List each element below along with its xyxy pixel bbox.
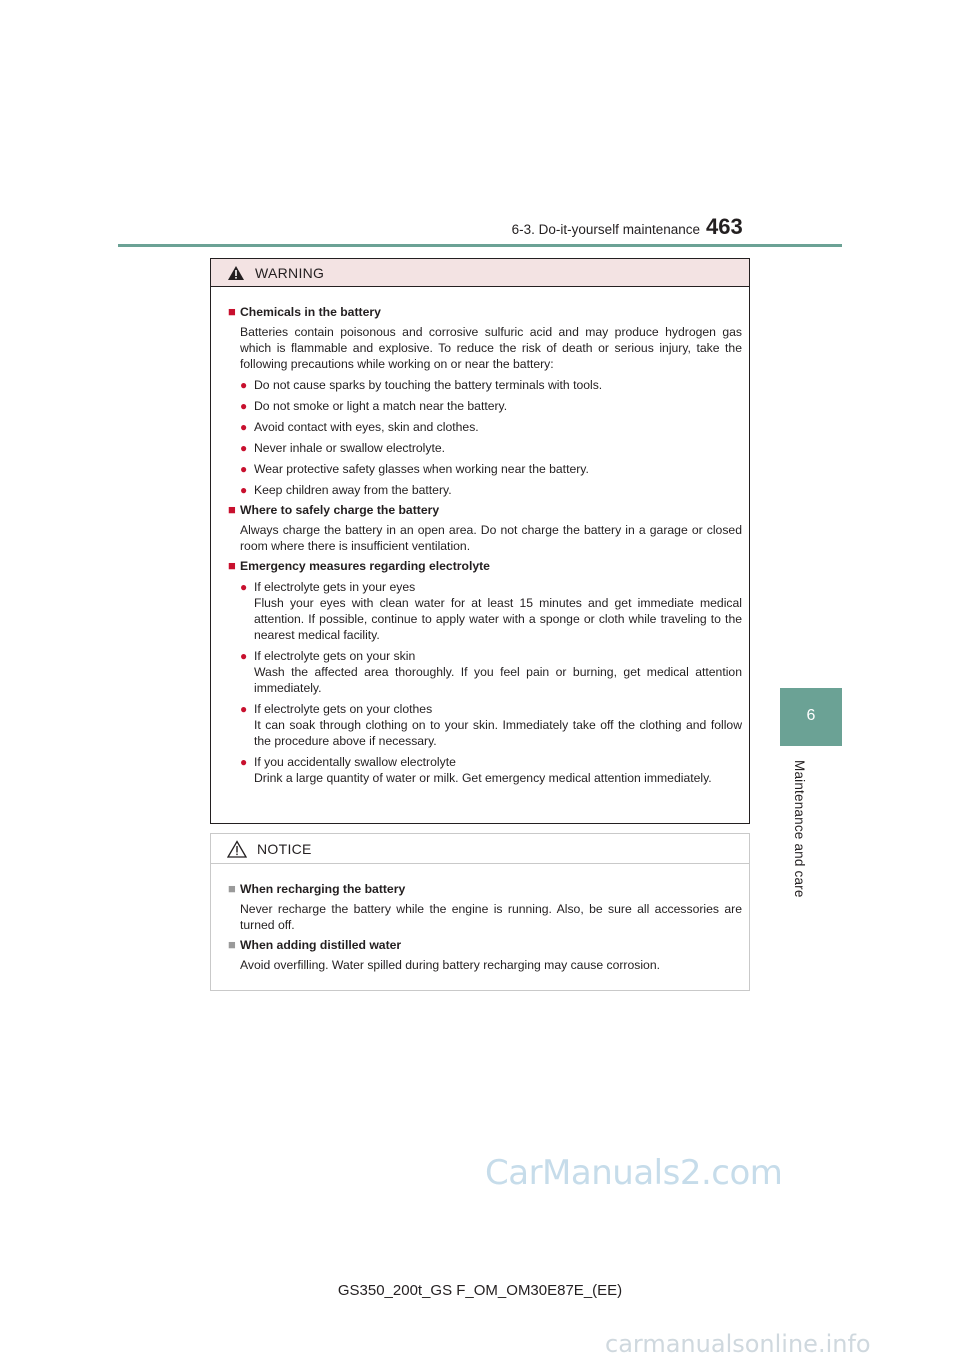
- dot-bullet-icon: ●: [240, 420, 248, 434]
- warning-header: [211, 259, 749, 287]
- chapter-number: 6: [806, 707, 816, 724]
- notice-title: NOTICE: [257, 840, 312, 857]
- notice-box: [210, 833, 750, 991]
- section-text: Never recharge the battery while the engine is running. Also, be sure all accessories are turned off.: [240, 902, 742, 932]
- section-text: Always charge the battery in an open area. Do not charge the battery in a garage or closed room where there is insufficient ventilation.: [240, 523, 742, 553]
- section-text: Avoid overfilling. Water spilled during battery recharging may cause corrosion.: [240, 958, 660, 972]
- section-heading: ■ Where to safely charge the battery: [228, 502, 440, 517]
- warning-body: [211, 287, 749, 786]
- footer-code: GS350_200t_GS F_OM_OM30E87E_(EE): [337, 1282, 623, 1299]
- page-number: 463: [706, 214, 743, 239]
- section-title: 6-3. Do-it-yourself maintenance: [511, 222, 700, 237]
- list-item: ● Avoid contact with eyes, skin and clothes.: [240, 420, 479, 434]
- square-bullet-icon: ■: [228, 304, 236, 319]
- warning-title: WARNING: [255, 264, 325, 281]
- square-bullet-icon: ■: [228, 502, 236, 517]
- section-text: Batteries contain poisonous and corrosive sulfuric acid and may produce hydrogen gas which is flammable and explosive. To reduce the risk of death or serious injury, take the following precautions while working on or near the battery:: [240, 325, 742, 371]
- list-item: ● Keep children away from the battery.: [240, 483, 452, 497]
- list-item: ● If electrolyte gets in your eyes Flush your eyes with clean water for at least 15 minutes and get immediate medical attention. If possible, continue to apply water with a sponge or cloth while traveling to the nearest medical facility.: [240, 580, 742, 642]
- watermark-footer: carmanualsonline.info: [605, 1330, 871, 1358]
- section-heading: ■ Emergency measures regarding electrolyte: [228, 558, 490, 573]
- warning-box: [210, 258, 750, 824]
- list-item: ● If electrolyte gets on your skin Wash the affected area thoroughly. If you feel pain or burning, get medical attention immediately.: [240, 649, 742, 695]
- list-item: ● If you accidentally swallow electrolyte Drink a large quantity of water or milk. Get emergency medical attention immediately.: [240, 755, 712, 785]
- square-bullet-icon: ■: [228, 937, 236, 952]
- square-bullet-icon: ■: [228, 881, 236, 896]
- list-item: ● Do not smoke or light a match near the battery.: [240, 399, 508, 413]
- list-item: ● If electrolyte gets on your clothes It can soak through clothing on to your skin. Immediately take off the clothing and follow the procedure above if necessary.: [240, 702, 742, 748]
- chapter-tab[interactable]: [780, 688, 842, 746]
- section-heading: ■ When recharging the battery: [228, 881, 406, 896]
- section-heading: ■ When adding distilled water: [228, 937, 402, 952]
- square-bullet-icon: ■: [228, 558, 236, 573]
- chapter-label: Maintenance and care: [792, 760, 807, 898]
- section-heading: ■ Chemicals in the battery: [228, 304, 381, 319]
- dot-bullet-icon: ●: [240, 580, 248, 594]
- warning-triangle-icon: [227, 265, 245, 281]
- notice-triangle-icon: [227, 840, 247, 858]
- notice-header: [211, 834, 749, 864]
- dot-bullet-icon: ●: [240, 378, 248, 392]
- dot-bullet-icon: ●: [240, 702, 248, 716]
- dot-bullet-icon: ●: [240, 399, 248, 413]
- notice-body: [211, 864, 749, 973]
- dot-bullet-icon: ●: [240, 462, 248, 476]
- list-item: ● Wear protective safety glasses when working near the battery.: [240, 462, 589, 476]
- dot-bullet-icon: ●: [240, 441, 248, 455]
- list-item: ● Do not cause sparks by touching the battery terminals with tools.: [240, 378, 603, 392]
- dot-bullet-icon: ●: [240, 649, 248, 663]
- dot-bullet-icon: ●: [240, 755, 248, 769]
- watermark-logo: CarManuals2.com: [485, 1153, 783, 1193]
- header-rule: [118, 244, 842, 247]
- dot-bullet-icon: ●: [240, 483, 248, 497]
- list-item: ● Never inhale or swallow electrolyte.: [240, 441, 446, 455]
